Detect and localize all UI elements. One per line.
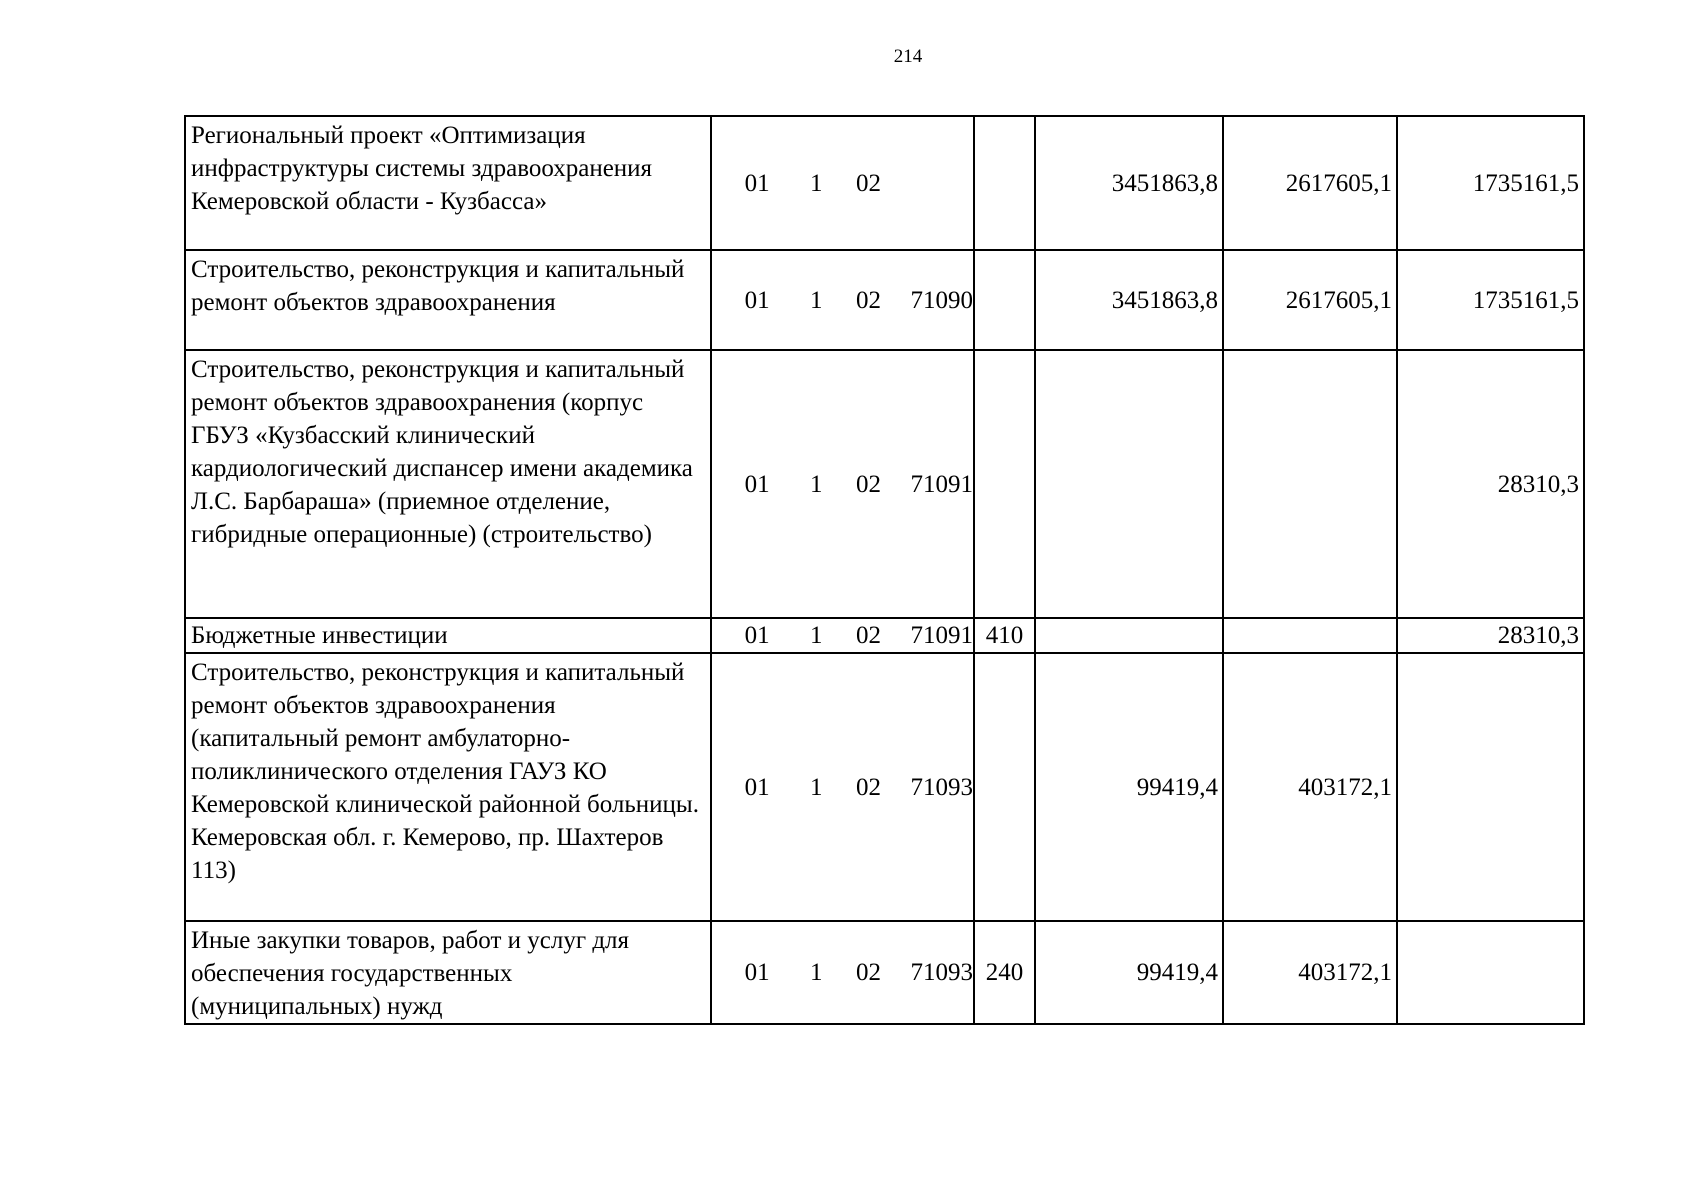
row-code-cell [711,350,974,618]
amount-3: 28310,3 [1397,618,1584,653]
table-row [185,921,1584,1024]
table-row [185,250,1584,350]
amount-1: 3451863,8 [1035,116,1223,250]
amount-3 [1397,921,1584,1024]
section-code: 01 [744,470,770,498]
row-name: Региональный проект «Оптимизация инфраструктуры системы здравоохранения Кемеровской области - Кузбасса» [191,122,653,215]
row-name: Иные закупки товаров, работ и услуг для обеспечения государственных (муниципальных) нужд [191,927,630,1020]
page-number: 214 [893,46,923,67]
amount-2: 403172,1 [1223,921,1397,1024]
amount-3 [1397,653,1584,921]
direction-code: 71093 [910,773,973,801]
main-event-code: 02 [856,959,882,986]
main-event-code: 02 [856,169,882,197]
row-code-cell [711,618,974,653]
amount-2: 2617605,1 [1223,116,1397,250]
expense-type-code [974,653,1035,921]
table-row [185,350,1584,618]
expense-type-code [974,350,1035,618]
amount-1 [1035,350,1223,618]
row-name: Бюджетные инвестиции [191,622,448,649]
row-name-cell [185,921,711,1024]
row-code-cell [711,116,974,250]
row-code-cell [711,921,974,1024]
subprogram-code: 1 [810,286,823,314]
expense-type-code [974,250,1035,350]
section-code: 01 [744,169,770,197]
subprogram-code: 1 [810,169,823,197]
amount-2 [1223,618,1397,653]
row-name-cell [185,653,711,921]
amount-3: 28310,3 [1397,350,1584,618]
section-code: 01 [744,286,770,314]
amount-2: 2617605,1 [1223,250,1397,350]
amount-2: 403172,1 [1223,653,1397,921]
amount-1 [1035,618,1223,653]
subprogram-code: 1 [810,622,823,649]
section-code: 01 [744,959,770,986]
table-row [185,618,1584,653]
row-code-cell [711,653,974,921]
amount-1: 99419,4 [1035,921,1223,1024]
row-name-cell [185,116,711,250]
main-event-code: 02 [856,622,882,649]
amount-1: 99419,4 [1035,653,1223,921]
budget-table [184,115,1585,1025]
direction-code: 71090 [910,286,973,314]
row-name-cell [185,618,711,653]
row-name: Строительство, реконструкция и капитальный ремонт объектов здравоохранения (корпус ГБУЗ «Кузбасский клинический кардиологический диспансер имени академика Л.С. Барбараша» (приемное отделение, гибридные операционные) (строительство) [191,356,693,548]
expense-type-code: 410 [974,618,1035,653]
row-name: Строительство, реконструкция и капитальный ремонт объектов здравоохранения (капитальный ремонт амбулаторно-поликлинического отделения ГАУЗ КО Кемеровской клинической районной больницы. Кемеровская обл. г. Кемерово, пр. Шахтеров 113) [191,659,699,884]
expense-type-code: 240 [974,921,1035,1024]
direction-code: 71091 [910,470,973,498]
direction-code: 71093 [910,959,973,986]
main-event-code: 02 [856,470,882,498]
row-code-cell [711,250,974,350]
amount-3: 1735161,5 [1397,250,1584,350]
amount-2 [1223,350,1397,618]
row-name-cell [185,350,711,618]
section-code: 01 [744,773,770,801]
subprogram-code: 1 [810,773,823,801]
subprogram-code: 1 [810,959,823,986]
amount-3: 1735161,5 [1397,116,1584,250]
section-code: 01 [744,622,770,649]
amount-1: 3451863,8 [1035,250,1223,350]
table-row [185,653,1584,921]
row-name-cell [185,250,711,350]
direction-code: 71091 [910,622,973,649]
main-event-code: 02 [856,286,882,314]
subprogram-code: 1 [810,470,823,498]
main-event-code: 02 [856,773,882,801]
table-row [185,116,1584,250]
row-name: Строительство, реконструкция и капитальный ремонт объектов здравоохранения [191,256,685,316]
expense-type-code [974,116,1035,250]
